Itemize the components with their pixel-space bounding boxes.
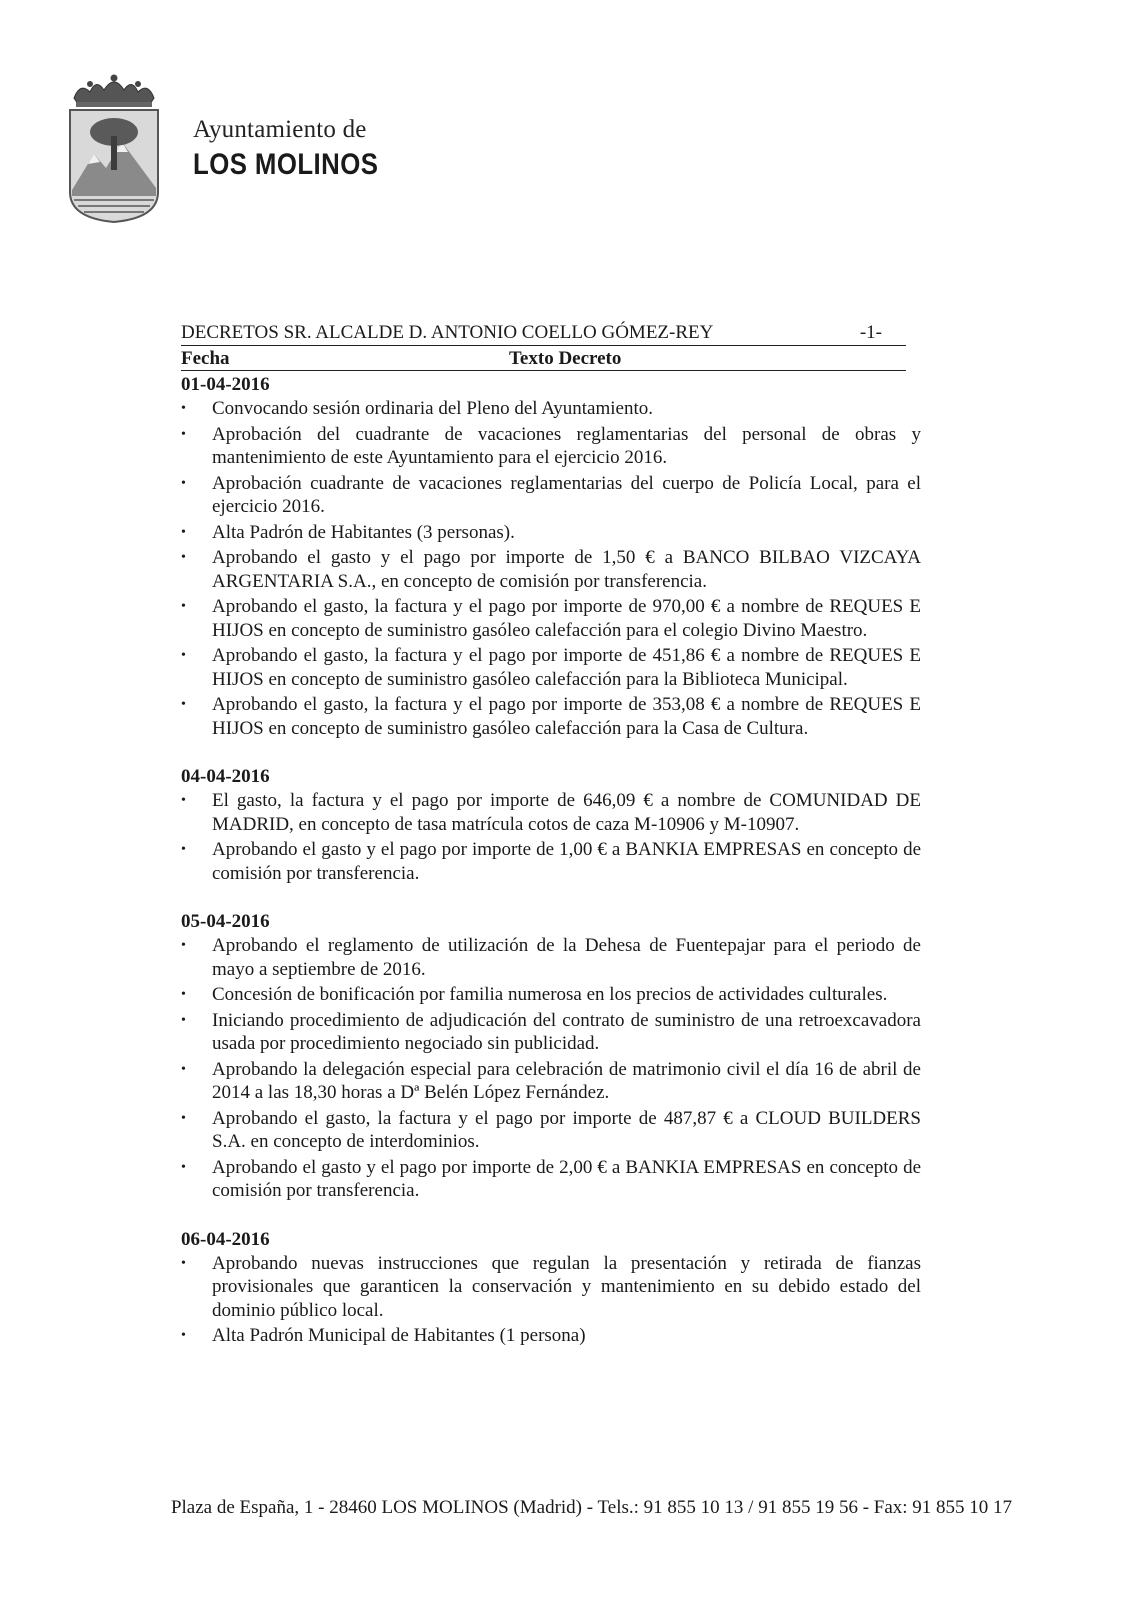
bullet-icon: • (181, 697, 186, 712)
list-item (181, 423, 921, 470)
bullet-icon: • (181, 1159, 186, 1175)
decree-text: Aprobando el gasto y el pago por importe de 1,50 € a BANCO BILBAO VIZCAYA ARGENTARIA S.A., en concepto de comisión por transferencia. (212, 547, 921, 592)
bullet-icon: • (181, 401, 186, 416)
letterhead (60, 72, 480, 232)
bullet-icon: • (181, 1012, 186, 1028)
decree-text: Aprobando el gasto, la factura y el pago por importe de 970,00 € a nombre de REQUES E HIJOS en concepto de suministro gasóleo calefacción para el colegio Divino Maestro. (212, 596, 921, 641)
decree-text: Aprobando nuevas instrucciones que regulan la presentación y retirada de fianzas provisionales que garanticen la conservación y mantenimiento en su debido estado del dominio público local. (212, 1252, 921, 1321)
list-item (181, 595, 921, 642)
decree-text: Iniciando procedimiento de adjudicación del contrato de suministro de una retroexcavadora usada por procedimiento negociado sin publicidad. (212, 1009, 921, 1054)
list-item (181, 1252, 921, 1323)
decree-items (181, 934, 921, 1203)
page-number: -1- (859, 321, 882, 343)
list-item (181, 644, 921, 691)
bullet-icon: • (181, 1110, 186, 1126)
list-item (181, 1058, 921, 1105)
org-name: LOS MOLINOS (193, 148, 379, 181)
decree-text: Aprobando el reglamento de utilización de la Dehesa de Fuentepajar para el periodo de mayo a septiembre de 2016. (212, 935, 921, 980)
section-date: 06-04-2016 (181, 1228, 270, 1250)
decree-text: Aprobando el gasto, la factura y el pago por importe de 451,86 € a nombre de REQUES E HIJOS en concepto de suministro gasóleo calefacción para la Biblioteca Municipal. (212, 645, 921, 690)
bullet-icon: • (181, 793, 186, 808)
footer-address-text: Plaza de España, 1 - 28460 LOS MOLINOS (Madrid) - Tels.: 91 855 10 13 / 91 855 19 56 - Fax: 91 855 10 17 (170, 1497, 1013, 1518)
decree-text: Aprobando la delegación especial para celebración de matrimonio civil el día 16 de abril de 2014 a las 18,30 horas a Dª Belén López Fernández. (212, 1058, 921, 1103)
bullet-icon: • (181, 938, 186, 953)
list-item (181, 397, 921, 421)
decree-text: Aprobando el gasto y el pago por importe de 1,00 € a BANKIA EMPRESAS en concepto de comisión por transferencia. (212, 839, 921, 884)
list-item (181, 1324, 921, 1348)
decree-text: Aprobación del cuadrante de vacaciones reglamentarias del personal de obras y mantenimiento de este Ayuntamiento para el ejercicio 2016. (212, 423, 921, 468)
decree-items (181, 1252, 921, 1348)
bullet-icon: • (181, 426, 186, 442)
decree-list (181, 320, 921, 1350)
decree-items (181, 789, 921, 885)
list-item (181, 1009, 921, 1056)
document-title-row (181, 320, 906, 346)
bullet-icon: • (181, 524, 186, 540)
list-item (181, 472, 921, 519)
list-item (181, 838, 921, 885)
list-item (181, 789, 921, 836)
list-item (181, 546, 921, 593)
list-item (181, 693, 921, 740)
column-header-text: Texto Decreto (509, 347, 622, 369)
column-header-date: Fecha (181, 347, 230, 369)
bullet-icon: • (181, 475, 186, 491)
list-item (181, 1107, 921, 1154)
document-title: DECRETOS SR. ALCALDE D. ANTONIO COELLO GÓMEZ-REY (181, 321, 714, 343)
decree-text: El gasto, la factura y el pago por importe de 646,09 € a nombre de COMUNIDAD DE MADRID, en concepto de tasa matrícula cotos de caza M-10906 y M-10907. (212, 790, 921, 835)
section-date: 04-04-2016 (181, 766, 270, 787)
bullet-icon: • (181, 842, 186, 857)
section-date: 01-04-2016 (181, 374, 270, 395)
list-item (181, 521, 921, 545)
bullet-icon: • (181, 1061, 186, 1077)
decree-text: Concesión de bonificación por familia numerosa en los precios de actividades culturales. (212, 984, 888, 1005)
section-date: 05-04-2016 (181, 911, 270, 932)
org-line1: Ayuntamiento de (193, 116, 367, 143)
decree-text: Aprobando el gasto, la factura y el pago por importe de 353,08 € a nombre de REQUES E HIJOS en concepto de suministro gasóleo calefacción para la Casa de Cultura. (212, 694, 921, 739)
decree-text: Alta Padrón Municipal de Habitantes (1 persona) (212, 1325, 586, 1346)
coat-of-arms-icon (60, 72, 168, 224)
bullet-icon: • (181, 987, 186, 1002)
decree-text: Aprobando el gasto y el pago por importe de 2,00 € a BANKIA EMPRESAS en concepto de comisión por transferencia. (212, 1156, 921, 1201)
bullet-icon: • (181, 550, 186, 565)
decree-items (181, 397, 921, 740)
list-item (181, 934, 921, 981)
bullet-icon: • (181, 1255, 186, 1271)
bullet-icon: • (181, 648, 186, 663)
footer-address (0, 1497, 1131, 1519)
list-item (181, 1156, 921, 1203)
decree-text: Alta Padrón de Habitantes (3 personas). (212, 521, 515, 543)
column-header-row (181, 346, 906, 371)
list-item (181, 983, 921, 1007)
decree-text: Convocando sesión ordinaria del Pleno del Ayuntamiento. (212, 398, 653, 419)
decree-text: Aprobando el gasto, la factura y el pago por importe de 487,87 € a CLOUD BUILDERS S.A. en concepto de interdominios. (212, 1107, 921, 1152)
bullet-icon: • (181, 1328, 186, 1343)
decree-text: Aprobación cuadrante de vacaciones reglamentarias del cuerpo de Policía Local, para el ejercicio 2016. (212, 472, 921, 517)
bullet-icon: • (181, 599, 186, 614)
